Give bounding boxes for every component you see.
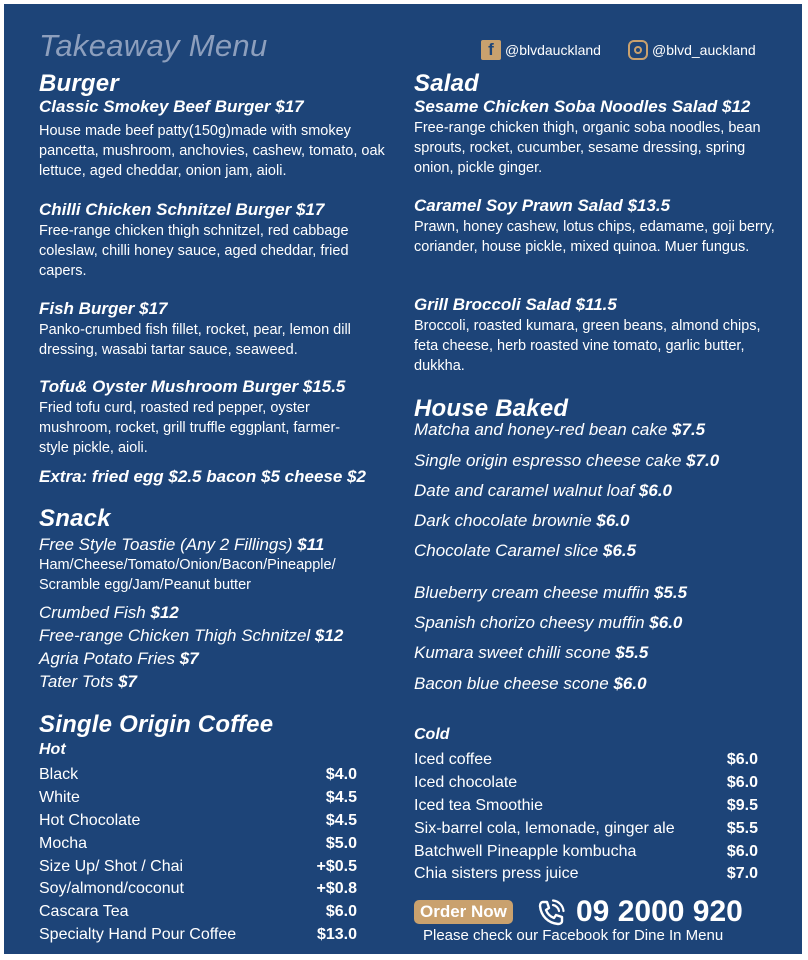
hot-heading: Hot: [39, 741, 66, 758]
burger-item-4: [39, 377, 369, 458]
facebook-handle[interactable]: [481, 38, 601, 62]
burger-item-title: Tofu& Oyster Mushroom Burger $15.5: [39, 377, 346, 396]
burger-item-desc: House made beef patty(150g)made with smokey pancetta, mushroom, anchovies, cashew, tomato, oak lettuce, aged cheddar, onion jam, aioli.: [39, 123, 385, 179]
hot-drink-row: White $4.5: [39, 789, 357, 807]
instagram-handle[interactable]: [628, 38, 756, 62]
facebook-icon: f: [481, 40, 501, 60]
burger-item-1: [39, 97, 399, 181]
cold-drink-row: Chia sisters press juice $7.0: [414, 865, 758, 883]
page-title: Takeaway Menu: [39, 28, 268, 63]
snack-item: Tater Tots $7: [39, 672, 137, 691]
burger-item-3: [39, 299, 399, 360]
burger-item-title: Classic Smokey Beef Burger $17: [39, 97, 304, 116]
baked-item: Matcha and honey-red bean cake $7.5: [414, 420, 706, 439]
burger-heading: Burger: [39, 70, 119, 97]
snack-toastie: [39, 535, 399, 595]
snack-heading: Snack: [39, 505, 111, 532]
cold-drink-row: Iced tea Smoothie $9.5: [414, 796, 758, 814]
cold-heading: Cold: [414, 726, 450, 743]
cold-drink-row: Six-barrel cola, lemonade, ginger ale $5.5: [414, 819, 758, 837]
hot-drink-row: Hot Chocolate $4.5: [39, 811, 357, 829]
hot-drink-row: Mocha $5.0: [39, 834, 357, 852]
salad-item-desc: Free-range chicken thigh, organic soba noodles, bean sprouts, rocket, cucumber, sesame dressing, spring onion, pickle ginger.: [414, 120, 761, 176]
hot-drinks-list: [39, 764, 357, 946]
baked-item: Dark chocolate brownie $6.0: [414, 511, 630, 530]
burger-extras: Extra: fried egg $2.5 bacon $5 cheese $2: [39, 467, 366, 486]
burger-item-title: Fish Burger $17: [39, 299, 168, 318]
phone-icon: [534, 896, 568, 930]
snack-toastie-desc: Ham/Cheese/Tomato/Onion/Bacon/Pineapple/ Scramble egg/Jam/Peanut butter: [39, 557, 336, 593]
cold-drink-row: Batchwell Pineapple kombucha $6.0: [414, 842, 758, 860]
hot-drink-row: Specialty Hand Pour Coffee $13.0: [39, 925, 357, 943]
instagram-handle-text: @blvd_auckland: [652, 42, 756, 58]
salad-item-desc: Broccoli, roasted kumara, green beans, almond chips, feta cheese, herb roasted vine tomato, garlic butter, dukkha.: [414, 318, 761, 374]
cold-drink-row: Iced coffee $6.0: [414, 751, 758, 769]
burger-item-desc: Fried tofu curd, roasted red pepper, oyster mushroom, rocket, grill truffle eggplant, farmer-style pickle, aioli.: [39, 400, 341, 456]
snack-item: Agria Potato Fries $7: [39, 649, 199, 668]
burger-item-desc: Panko-crumbed fish fillet, rocket, pear, lemon dill dressing, wasabi tartar sauce, seaweed.: [39, 322, 351, 358]
salad-item-1: [414, 97, 784, 178]
burger-item-desc: Free-range chicken thigh schnitzel, red cabbage coleslaw, chilli honey sauce, aged cheddar, fried capers.: [39, 223, 349, 279]
burger-item-2: [39, 200, 399, 281]
baked-item: Single origin espresso cheese cake $7.0: [414, 451, 720, 470]
salad-item-2: [414, 196, 784, 257]
salad-item-title: Caramel Soy Prawn Salad $13.5: [414, 196, 671, 215]
snack-toastie-title: Free Style Toastie (Any 2 Fillings) $11: [39, 535, 325, 554]
snack-item: Crumbed Fish $12: [39, 603, 179, 622]
baked-item: Date and caramel walnut loaf $6.0: [414, 481, 673, 500]
salad-heading: Salad: [414, 70, 480, 97]
hot-drink-row: Black $4.0: [39, 766, 357, 784]
hot-drink-row: Soy/almond/coconut +$0.8: [39, 880, 357, 898]
house-baked-heading: House Baked: [414, 395, 569, 422]
salad-item-title: Grill Broccoli Salad $11.5: [414, 295, 617, 314]
coffee-heading: Single Origin Coffee: [39, 711, 274, 738]
instagram-icon: [628, 40, 648, 60]
phone-number[interactable]: 09 2000 920: [576, 895, 743, 928]
salad-item-3: [414, 295, 784, 376]
baked-item: Chocolate Caramel slice $6.5: [414, 541, 637, 560]
cold-drink-row: Iced chocolate $6.0: [414, 774, 758, 792]
cold-drinks-list: [414, 749, 758, 886]
dine-in-note: Please check our Facebook for Dine In Menu: [423, 927, 724, 944]
hot-drink-row: Size Up/ Shot / Chai +$0.5: [39, 857, 357, 875]
burger-item-title: Chilli Chicken Schnitzel Burger $17: [39, 200, 325, 219]
baked-item: Spanish chorizo cheesy muffin $6.0: [414, 613, 683, 632]
baked-item: Kumara sweet chilli scone $5.5: [414, 643, 649, 662]
baked-item: Bacon blue cheese scone $6.0: [414, 674, 647, 693]
order-now-button[interactable]: Order Now: [414, 900, 513, 924]
salad-item-desc: Prawn, honey cashew, lotus chips, edamame, goji berry, coriander, house pickle, mixed quinoa. Muer fungus.: [414, 219, 775, 255]
salad-item-title: Sesame Chicken Soba Noodles Salad $12: [414, 97, 751, 116]
baked-item: Blueberry cream cheese muffin $5.5: [414, 583, 688, 602]
snack-item: Free-range Chicken Thigh Schnitzel $12: [39, 626, 344, 645]
facebook-handle-text: @blvdauckland: [505, 42, 601, 58]
hot-drink-row: Cascara Tea $6.0: [39, 903, 357, 921]
